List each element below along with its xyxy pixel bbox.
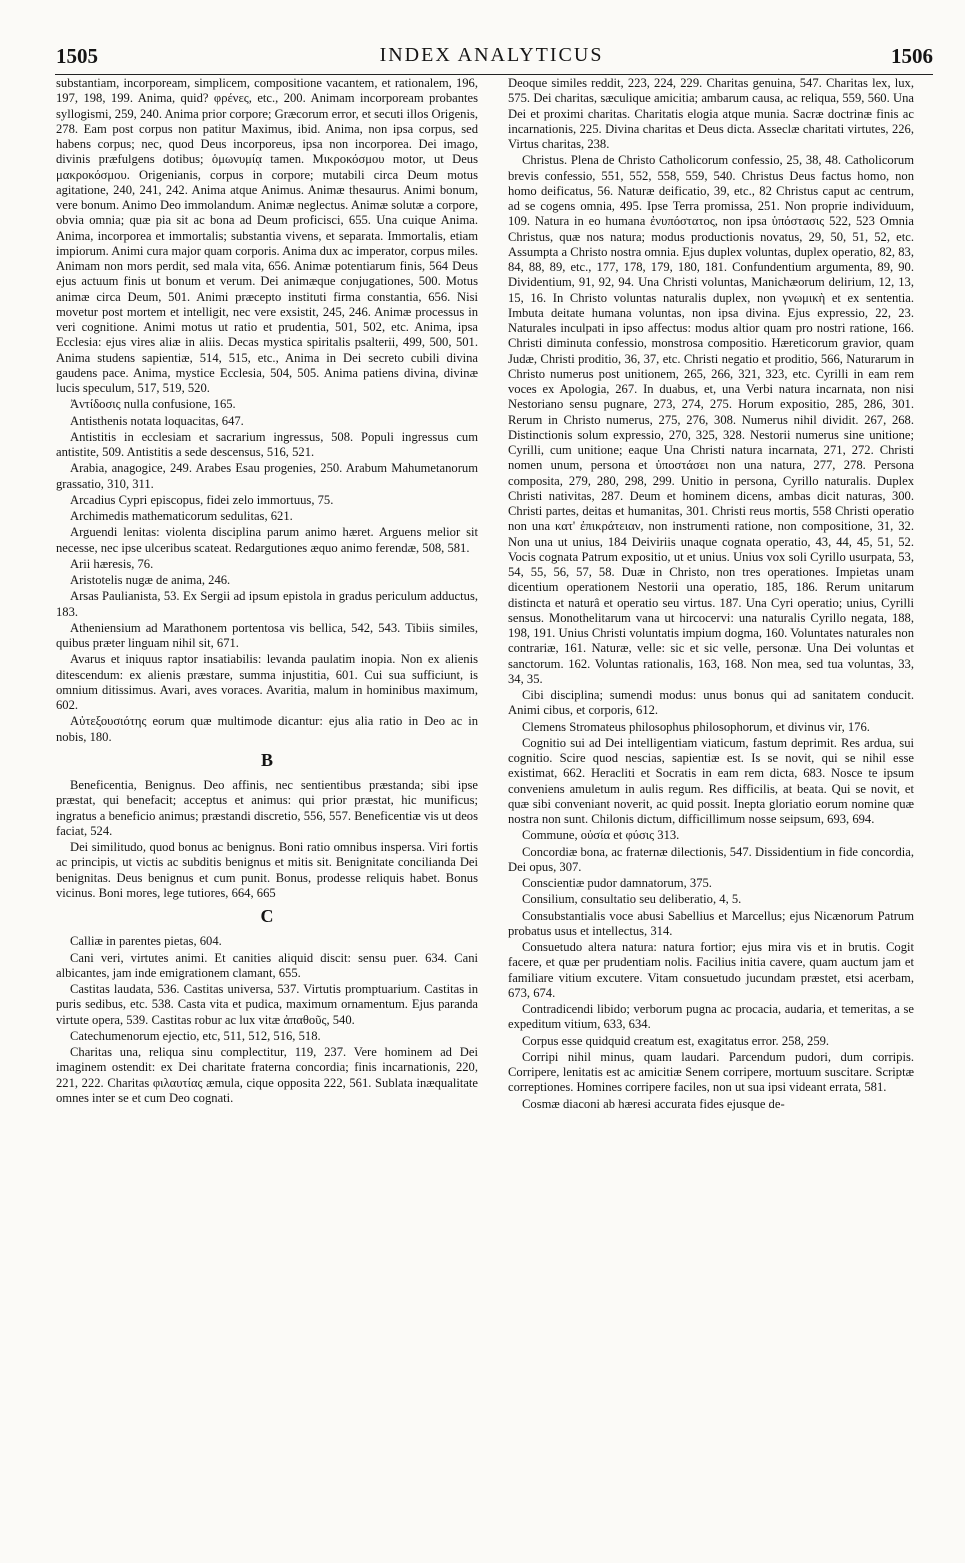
section-letter: C [260,906,274,926]
left-index-entry: Aristotelis nugæ de anima, 246. [70,573,231,587]
right-index-entry: Consilium, consultatio seu deliberatio, 4, 5. [522,892,742,907]
left-index-entry: Atheniensium ad Marathonem portentosa vis bellica, 542, 543. Tibiis similes, quibus præter linguam nihil sit, 671. [56,620,478,650]
right-page-number: 1506 [891,44,933,68]
left-index-entry: Arcadius Cypri episcopus, fidei zelo immortuus, 75. [70,492,334,507]
left-index-entry: Antisthenis notata loquacitas, 647. [70,413,244,428]
right-index-entry: Corripi nihil minus, quam laudari. Parcendum pudori, dum corripis. Corripere, lenitatis est ac amicitiæ Senem corripere, mortuum suscitare. Scriptæ correptiones. Homines corripere faciles, non ut sua ipsi videant errata, 581. [508,1049,914,1095]
right-index-entry: Contradicendi libido; verborum pugna ac procacia, audaria, et temeritas, a se expeditum vitium, 633, 634. [508,1002,914,1032]
left-index-entry: Arguendi lenitas: violenta disciplina parum animo hæret. Arguens melior sit necesse, nec ipse ulceribus scateat. Redargutiones æquo animo ferendæ, 508, 581. [56,525,478,555]
left-index-entry: Cani veri, virtutes animi. Et canities aliquid discit: sensu puer. 634. Cani albicantes, jam inde emigrationem clamant, 655. [56,950,478,980]
left-index-entry: substantiam, incorpoream, simplicem, compositione vacantem, et rationalem, 196, 197, 198, 199. Anima, quid? φρένες, etc., 200. Animam incorpoream probantes syllogismi, 259, 240. Anima prior corpore; Græcorum error, et secuti illos Origenis, 278. Eam post corpus non patitur Maximus, ibid. Anima, non ipsa corpus, sed habens corpus; nec, quod Deus incorporeus, ipsa non incorporea. Dei imago, divinis præfulgens dotibus; ὁμωνυμίᾳ tamen. Μικροκόσμου motor, ut Deus μακροκόσμου. Origenianis, corpus in corpore; mutabili circa Deum motus agitatione, 240, 241, 242. Anima atque Animus. Animæ thesaurus. Animi bonum, vere bonum. Animo Deo immolandum. Animæ neglectus. Animæ solutæ a corpore, obvia omnia; quæ pia sit ac bona ad Deum proficisci, 655. Una cuique Anima. Anima, incorporea et immortalis; substantia vivens, et separata. Immortalis, etiam impiorum. Animi cura major quam corporis. Anima dux ac imperator, corpus miles. Animam non mors perdit, sed mala vita, 656. Animæ potentiarum finis, 564 Deus ejus actuum finis ut bonum et verum. Dei animæque conjugationes, 500. Motus animæ circa Deum, 501. Animi præcepto instituti firma constantia, 656. Nisi movetur post mortem et intelligit, nec vere exsistit, 245, 246. Animæ processus in veri cognitione. Animi motus ut ratio et prudentia, 501, 502, etc. Anima, ipsa Ecclesia: ejus vires aliæ in aliis. Decas mystica spiritalis psalterii, 499, 500, 501. Anima studens sapientiæ, 514, 515, etc., Anima in Dei secreto cubili divina gaudens pace. Anima, mystice Ecclesia, 504, 505. Anima patiens divina, divinæ lucis speculum, 517, 519, 520. [56,76,478,395]
right-index-entry: Concordiæ bona, ac fraternæ dilectionis, 547. Dissidentium in fide concordia, Dei opus, 307. [508,844,914,874]
left-index-entry: Beneficentia, Benignus. Deo affinis, nec sentientibus præstanda; sibi ipse præstat, qui benefacit; acceptus et animus: qui prior præstat, hic munificus; ingratus a beneficio animus; præstandi discretio, 556, 557. Beneficentiæ vis ut deos faciat, 524. [56,778,478,838]
left-index-entry: Catechumenorum ejectio, etc, 511, 512, 516, 518. [70,1028,321,1043]
right-index-entry: Corpus esse quidquid creatum est, exagitatus error. 258, 259. [522,1033,830,1048]
right-index-entry: Christus. Plena de Christo Catholicorum confessio, 25, 38, 48. Catholicorum brevis confessio, 551, 552, 558, 559, 540. Christus Deus factus homo, non homo deificatus, 56. Naturæ deificatio, 39, etc., 82 Christus caput ac centrum, ad se cogens omnia, 495. Ipse Terra promissa, 251. Non proprie individuum, 109. Natura in eo humana ἐνυπόστατος, non ipsa ὑπόστασις 522, 523 Omnia Christus, quæ nos natura; modus productionis novatus, 29, 50, 51, 52, etc. Assumpta a Christo nostra omnia. Ejus duplex voluntas, duplex operatio, 82, 83, 84, 88, 89, etc., 177, 178, 179, 180, 181. Confundentium argumenta, 89, 90. Dividentium, 91, 92, 94. Una Christi voluntas, Manichæorum delirium, 12, 13, 15, 16. In Christo voluntas naturalis duplex, non γνωμικὴ et ex sententia. Imbuta deitate humana voluntas, non ipsa divina. Ejus expressio, 22, 23. Naturales inculpati in ipso affectus: modus altior quam pro nostri ratione, 166. Christi diminuta confessio, monstrosa compositio. Hæreticorum gravior, quam Judæ, Christi proditio, 36, 37, etc. Christi negatio et proditio, 566, Naturarum in Christo numerus post unitionem, 265, 266, 321, 323, etc. Cyrilli in eam rem voces ex Apologia, 267. In duabus, et, una Verbi natura incarnata, non nisi Nestoriano sensu pugnare, 273, 274, 275. Horum expositio, 285, 286, 301. Rerum in Christo numerus, 275, 276, 308. Numerus nihil dividit. 267, 268. Distinctionis solum expressio, 270, 325, 328. Nestorii numerus sine unitione; Cyrilli, cum unitione; eaque Una Christi natura incarnata, 271, 272. Christi nomen unum, persona et ὑποστάσει non una natura, 277, 278. Persona composita, 279, 280, 298, 299. Unitio in persona, Cyrillo naturalis. Duplex Christi nativitas, 287. Deum et hominem dicens, ambas dicit naturas, 300. Christi partes, deitas et humanitas, 301. Christi reus mortis, 558 Christi operatio non una κατ' ἐπικράτειαν, non instrumenti ratione, non compositione, 31, 32. Non una ut unius, 184 Deiviriis unaque cognata operatio, 43, 44, 45, 51, 52. Vocis cognata Patrum expositio, ut et unius. Unius vox soli Cyrillo usurpata, 53, 54, 55, 56, 57, 58. Duæ in Christo, non tres operationes. Impietas unam dicentium operationem Nestorii una operatio, 185, 186. Rerum unitarum distincta et naturâ et operatio seu virtus. 187. Una Cyri operatio; unius, Cyrilli sensus. Monothelitarum vana ut hircocervi: una naturalis Cyrillo negata, 188, 198, 191. Unius Christi voluntatis impium dogma, 160. Voluntates naturales non contrariæ, 161. Naturæ, velle: sic et sic velle, personæ. Una Dei voluntas et sanctorum. 162. Voluntas rationalis, 163, 168. Non mea, sed tua voluntas, 33, 34, 35. [508,153,914,686]
right-index-entry: Clemens Stromateus philosophus philosophorum, et divinus vir, 176. [522,719,870,734]
left-index-entry: Calliæ in parentes pietas, 604. [70,934,222,949]
right-index-entry: Cognitio sui ad Dei intelligentiam viaticum, fastum deprimit. Res ardua, sui cognitio. Scire quod nescias, sapientiæ est. Is se novit, qui se nihil esse existimat, 662. Heracliti et Socratis in eam rem dicta, 683. Nosce te ipsum conveniens amuletum in aulis regum. Res difficilis, at beata. Qui se novit, et quæ sibi conveniant noverit, ac quid possit. Inepta gloriatio eorum nomine quæ nostra non sunt. Chilonis dictum, difficillimum nosse seipsum, 693, 694. [508,735,914,826]
right-index-entry: Consuetudo altera natura: natura fortior; ejus mira vis et in brutis. Cogit facere, et quæ per prudentiam nolis. Facilius initia cavere, quam auctum jam et familiare vitium excutere. Vitam consuetudo jucundam præstet, etsi acerbam, 673, 674. [508,940,914,1000]
right-column [508,76,914,1506]
header-rule [55,74,933,75]
left-index-entry: Avarus et iniquus raptor insatiabilis: levanda paulatim inopia. Non ex alienis ditescendum: ex alienis præstare, summa injustitia, 601. Cui sua sufficiunt, is omnium ditissimus. Avari, aves voraces. Avaritia, malum in hominibus maximum, 602. [56,652,478,712]
right-index-entry: Conscientiæ pudor damnatorum, 375. [522,876,712,890]
left-index-entry: Arii hæresis, 76. [70,556,154,571]
section-letter: B [260,749,273,770]
left-index-entry: Ἀντίδοσις nulla confusione, 165. [70,397,236,412]
left-index-entry: Dei similitudo, quod bonus ac benignus. Boni ratio omnibus inspersa. Viri fortis ac principis, ut victis ac subditis benignus et mitis sit. Benignitate concilianda Dei benignitas. Deus benignus et cum punit. Bonus, prodesse reliquis habet. Bonus vicinus. Boni mores, lege tutiores, 664, 665 [56,840,478,900]
left-column [56,76,478,1506]
left-index-entry: Αὐτεξουσιότης eorum quæ multimode dicantur: ejus alia ratio in Deo ac in nobis, 180. [56,714,478,744]
right-index-entry: Consubstantialis voce abusi Sabellius et Marcellus; ejus Nicænorum Patrum probatus usus et intellectus, 314. [508,908,914,938]
left-index-entry: Arsas Paulianista, 53. Ex Sergii ad ipsum epistola in gradus periculum adductus, 183. [56,589,478,619]
left-index-entry: Archimedis mathematicorum sedulitas, 621. [70,509,293,523]
left-index-entry: Arabia, anagogice, 249. Arabes Esau progenies, 250. Arabum Mahumetanorum grassatio, 310, 311. [56,461,478,491]
left-page-number: 1505 [56,44,98,68]
right-index-entry: Deoque similes reddit, 223, 224, 229. Charitas genuina, 547. Charitas lex, lux, 575. Dei charitas, sæculique amicitia; ambarum causa, ac reliqua, 559, 560. Una Dei et proximi charitas. Charitatis elogia atque munia. Sacræ doctrinæ finis ac incarnationis, 225. Divina charitas et Deus dicta. Asseclæ charitati virtutes, 226, Virtus charitas, 238. [508,76,914,151]
page-header [48,44,935,70]
left-index-entry: Castitas laudata, 536. Castitas universa, 537. Virtutis promptuarium. Castitas in puris sedibus, etc. 538. Casta vita et pudica, maximum ornamentum. Ejus paranda virtute opera, 539. Castitas robur ac lux vitæ ἀπαθοῦς, 540. [56,982,478,1027]
left-index-entry: Charitas una, reliqua sinu complectitur, 119, 237. Vere hominem ad Dei imaginem ostendit: ex Dei charitate fraterna concordia; finis incarnationis, 220, 221, 222. Charitas φιλαυτίας æmula, cique opposita 222, 561. Sublata inæqualitate omnes inter se et cum Deo cognati. [56,1045,478,1105]
running-title: INDEX ANALYTICUS [379,44,604,66]
right-index-entry: Commune, οὐσία et φύσις 313. [522,828,680,843]
right-index-entry: Cosmæ diaconi ab hæresi accurata fides ejusque de- [522,1096,785,1111]
left-index-entry: Antistitis in ecclesiam et sacrarium ingressus, 508. Populi ingressus cum antistite, 509. Antistitis a sede descensus, 516, 521. [56,429,478,459]
right-index-entry: Cibi disciplina; sumendi modus: unus bonus qui ad sanitatem conducit. Animi cibus, et corporis, 612. [508,688,914,718]
